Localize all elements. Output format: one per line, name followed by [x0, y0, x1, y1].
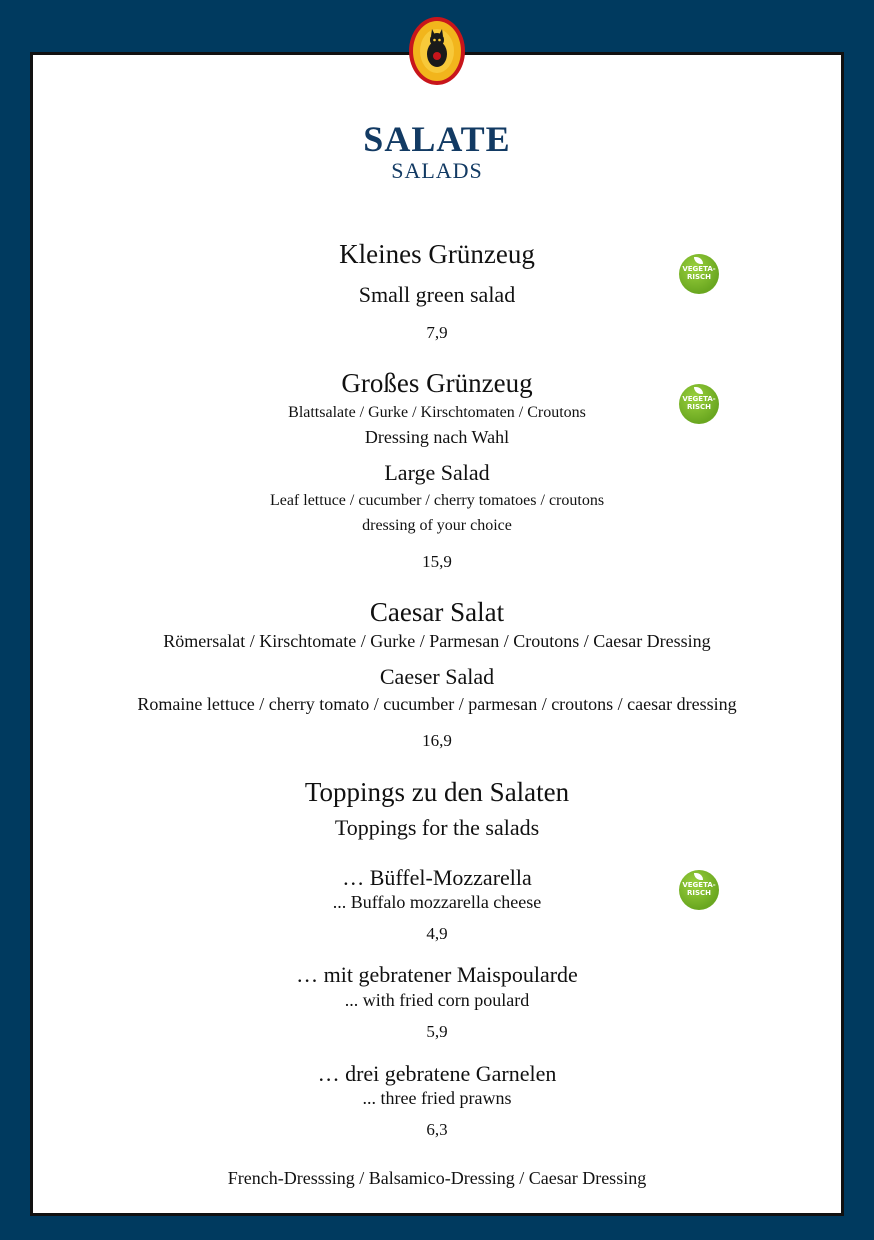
item-name-de: Großes Grünzeug: [341, 368, 533, 398]
item-name-en: Caeser Salad: [379, 664, 495, 689]
topping-price: 5,9: [426, 1022, 448, 1041]
item-desc-en: Romaine lettuce / cherry tomato / cucumber / parmesan / croutons / caesar dressing: [137, 694, 737, 714]
vegetarian-badge-icon: [679, 254, 719, 294]
badge-text-line2: RISCH: [686, 273, 712, 281]
badge-text-line1: VEGETA-: [682, 265, 716, 273]
vegetarian-badge-icon: [679, 384, 719, 424]
leaf-icon: [694, 873, 703, 880]
item-name-en: Small green salad: [358, 282, 516, 307]
leaf-icon: [694, 387, 703, 394]
item-desc-en: Leaf lettuce / cucumber / cherry tomatoes / croutons: [269, 492, 605, 509]
vegetarian-badge-icon: [679, 870, 719, 910]
toppings-title-en: Toppings for the salads: [334, 815, 540, 840]
badge-text-line1: VEGETA-: [682, 395, 716, 403]
leaf-icon: [694, 257, 703, 264]
topping-name-en: ... with fried corn poulard: [344, 990, 530, 1010]
item-name-de: Kleines Grünzeug: [339, 239, 535, 269]
item-name-en: Large Salad: [384, 460, 490, 485]
page-subtitle: SALADS: [391, 158, 483, 183]
topping-name-de: … Büffel-Mozzarella: [342, 865, 532, 890]
topping-name-en: ... Buffalo mozzarella cheese: [332, 892, 542, 912]
item-name-de: Caesar Salat: [369, 597, 505, 627]
dressing-options: French-Dresssing / Balsamico-Dressing / Caesar Dressing: [227, 1168, 647, 1188]
topping-price: 4,9: [426, 924, 448, 943]
item-desc-de: Blattsalate / Gurke / Kirschtomaten / Croutons: [288, 404, 586, 421]
topping-name-de: … drei gebratene Garnelen: [317, 1061, 557, 1086]
badge-text-line2: RISCH: [686, 403, 712, 411]
toppings-title-de: Toppings zu den Salaten: [304, 777, 570, 807]
item-desc-de: Dressing nach Wahl: [364, 427, 510, 447]
badge-text-line2: RISCH: [686, 889, 712, 897]
item-price: 16,9: [422, 731, 452, 750]
item-price: 15,9: [422, 552, 452, 571]
item-desc-en: dressing of your choice: [362, 517, 512, 534]
page-title: SALATE: [363, 119, 511, 159]
badge-text-line1: VEGETA-: [682, 881, 716, 889]
topping-name-de: … mit gebratener Maispoularde: [296, 962, 578, 987]
topping-price: 6,3: [426, 1120, 448, 1139]
item-desc-de: Römersalat / Kirschtomate / Gurke / Parmesan / Croutons / Caesar Dressing: [163, 631, 711, 651]
topping-name-en: ... three fried prawns: [362, 1088, 512, 1108]
restaurant-logo: [408, 16, 466, 86]
item-price: 7,9: [426, 323, 448, 342]
